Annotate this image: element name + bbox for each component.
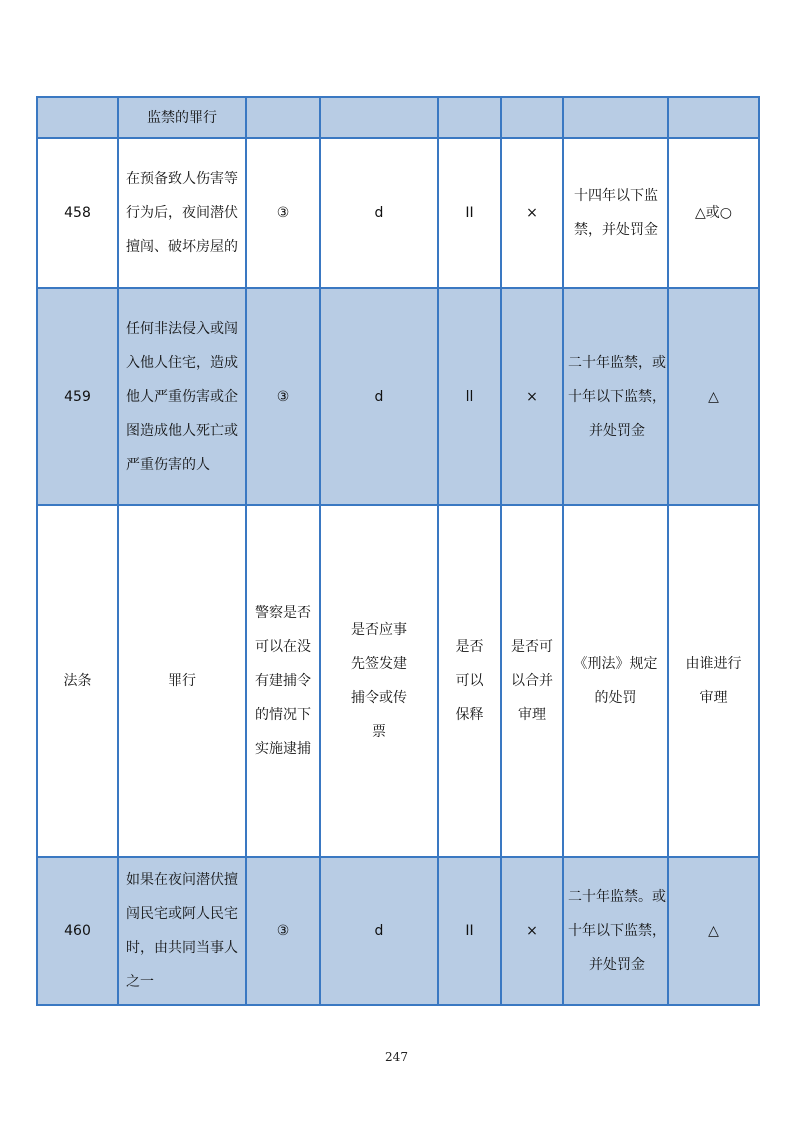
penalty-text: 十四年以下监禁，并处罚金: [574, 188, 658, 238]
header-penalty: [563, 505, 668, 857]
header-bail: [438, 505, 501, 857]
penalty-cell: [563, 857, 668, 1005]
bail-cell: II: [438, 857, 501, 1005]
page-number: 247: [385, 1050, 408, 1064]
tried-by-cell: △或○: [668, 138, 759, 288]
crime-cell: [118, 857, 246, 1005]
bail-cell: [438, 97, 501, 138]
bail-cell: II: [438, 138, 501, 288]
arrest-cell: ③: [246, 288, 320, 505]
crime-cell: [118, 138, 246, 288]
warrant-cell: d: [320, 857, 438, 1005]
header-joint-trial-text: 是否可以合并审理: [511, 639, 553, 723]
header-arrest-text: 警察是否可以在没有建捕令的情况下实施逮捕: [255, 605, 311, 757]
penalty-text: 二十年监禁。或十年以下监禁，并处罚金: [568, 889, 666, 973]
table-row: [37, 857, 759, 1005]
tried-by-cell: △: [668, 857, 759, 1005]
joint-trial-cell: ×: [501, 288, 563, 505]
penalty-text: 二十年监禁，或十年以下监禁，并处罚金: [568, 354, 666, 439]
penalty-cell: [563, 138, 668, 288]
law-id-cell: 458: [37, 138, 118, 288]
joint-trial-cell: [501, 97, 563, 138]
arrest-cell: ③: [246, 857, 320, 1005]
header-law-id: 法条: [37, 505, 118, 857]
header-tried-by-text: 由谁进行审理: [685, 656, 742, 706]
joint-trial-cell: ×: [501, 857, 563, 1005]
crime-cell: [118, 288, 246, 505]
crime-text: 如果在夜问潜伏擅闯民宅或阿人民宅时，由共同当事人之一: [126, 872, 238, 990]
crime-text: 监禁的罪行: [147, 109, 217, 126]
crime-text: 任何非法侵入或闯入他人住宅，造成他人严重伤害或企图造成他人死亡或严重伤害的人: [126, 320, 238, 473]
header-tried-by: [668, 505, 759, 857]
law-id-cell: 459: [37, 288, 118, 505]
joint-trial-cell: ×: [501, 138, 563, 288]
warrant-cell: [320, 97, 438, 138]
header-warrant-text: 是否应事先签发建捕令或传票: [351, 622, 407, 740]
warrant-cell: d: [320, 288, 438, 505]
law-id-cell: 460: [37, 857, 118, 1005]
tried-by-cell: △: [668, 288, 759, 505]
table-row: [37, 138, 759, 288]
penalty-cell: [563, 97, 668, 138]
header-arrest: [246, 505, 320, 857]
table-row: [37, 288, 759, 505]
crime-cell: [118, 97, 246, 138]
arrest-cell: ③: [246, 138, 320, 288]
header-crime: 罪行: [118, 505, 246, 857]
bail-cell: ll: [438, 288, 501, 505]
header-penalty-text: 《刑法》规定的处罚: [573, 656, 658, 706]
tried-by-cell: [668, 97, 759, 138]
header-warrant: [320, 505, 438, 857]
crime-text: 在预备致人伤害等行为后，夜间潜伏擅闯、破坏房屋的: [126, 171, 238, 255]
law-table: [36, 96, 760, 1006]
arrest-cell: [246, 97, 320, 138]
penalty-cell: [563, 288, 668, 505]
warrant-cell: d: [320, 138, 438, 288]
header-bail-text: 是否可以保释: [455, 639, 484, 723]
table-row: [37, 97, 759, 138]
table-header-row: [37, 505, 759, 857]
header-joint-trial: [501, 505, 563, 857]
law-id-cell: [37, 97, 118, 138]
